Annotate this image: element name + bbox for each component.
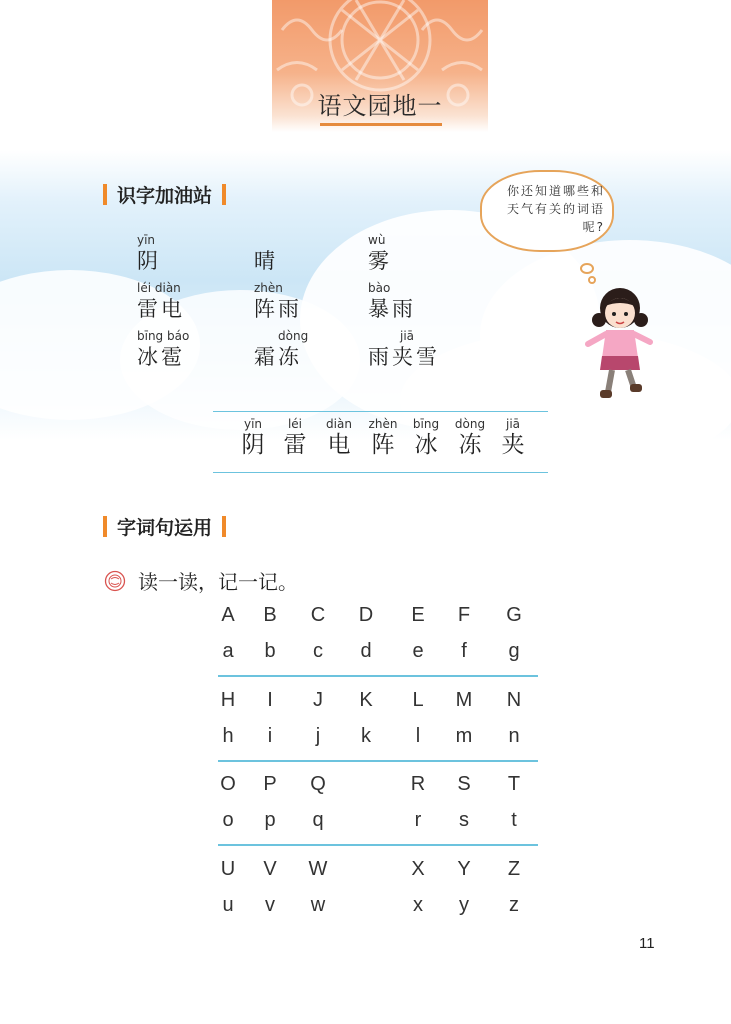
character-cell: zhèn 阵 <box>368 417 398 458</box>
upper-letter: E <box>411 604 425 626</box>
heading-bar-left <box>103 516 107 537</box>
character-cell: bīng 冰 <box>412 417 440 458</box>
lower-letter: o <box>222 809 234 831</box>
upper-letter: Y <box>457 858 471 880</box>
upper-letter: D <box>358 604 374 626</box>
heading-bar-right <box>222 184 226 205</box>
upper-letter: V <box>263 858 277 880</box>
lower-letter: m <box>455 725 473 747</box>
heading-bar-right <box>222 516 226 537</box>
lower-letter-row <box>218 725 538 761</box>
character-cell: yīn 阴 <box>241 417 265 458</box>
character-cell: diàn 电 <box>326 417 352 458</box>
alphabet-table <box>218 600 538 930</box>
upper-letter: I <box>267 689 273 711</box>
lower-letter: y <box>459 894 469 916</box>
lower-letter: r <box>414 809 422 831</box>
upper-letter: P <box>263 773 277 795</box>
word-item: bào 暴雨 <box>368 281 416 321</box>
lower-letter: q <box>312 809 324 831</box>
title-banner <box>272 0 488 132</box>
upper-letter-row <box>218 689 538 725</box>
lower-letter: b <box>264 640 276 662</box>
section-heading-text: 字词句运用 <box>117 517 213 539</box>
upper-letter: L <box>412 689 424 711</box>
lower-letter: v <box>265 894 275 916</box>
upper-letter: A <box>221 604 235 626</box>
upper-letter: W <box>308 858 328 880</box>
character-cell: jiā 夹 <box>501 417 525 458</box>
alphabet-divider <box>218 675 538 677</box>
lower-letter: c <box>313 640 323 662</box>
lower-letter-row <box>218 640 538 676</box>
girl-illustration <box>580 280 660 410</box>
title-underline <box>320 123 442 126</box>
section-heading-usage <box>103 513 226 540</box>
lower-letter: j <box>315 725 321 747</box>
upper-letter: Z <box>507 858 521 880</box>
lower-letter: i <box>267 725 273 747</box>
lower-letter: p <box>264 809 276 831</box>
upper-letter: Q <box>310 773 326 795</box>
lower-letter: g <box>508 640 520 662</box>
character-row <box>213 411 548 473</box>
lower-letter: t <box>511 809 517 831</box>
lower-letter: h <box>222 725 234 747</box>
upper-letter: S <box>457 773 471 795</box>
instruction-text: 读一读，记一记。 <box>138 570 298 594</box>
upper-letter-row <box>218 604 538 640</box>
upper-letter: F <box>457 604 471 626</box>
word-item: bīng báo 冰雹 <box>137 329 190 369</box>
upper-letter-row <box>218 858 538 894</box>
lower-letter-row <box>218 809 538 845</box>
lower-letter: f <box>461 640 467 662</box>
word-item: yīn 阴 <box>137 233 161 273</box>
lower-letter: x <box>413 894 423 916</box>
section-heading-literacy <box>103 181 226 208</box>
lower-letter: w <box>310 894 326 916</box>
speech-bubble-text: 你还知道哪些和天气有关的词语呢? <box>506 184 605 234</box>
upper-letter: J <box>313 689 323 711</box>
upper-letter-row <box>218 773 538 809</box>
upper-letter: N <box>506 689 522 711</box>
upper-letter: U <box>220 858 236 880</box>
read-instruction <box>104 566 298 595</box>
upper-letter: H <box>220 689 236 711</box>
lower-letter: d <box>360 640 372 662</box>
upper-letter: R <box>410 773 426 795</box>
word-item: jiā 雨夹雪 <box>368 329 440 369</box>
lower-letter: l <box>415 725 421 747</box>
page-number: 11 <box>639 935 655 952</box>
upper-letter: G <box>506 604 522 626</box>
lower-letter: s <box>459 809 469 831</box>
lower-letter: n <box>508 725 520 747</box>
reading-icon <box>104 570 126 592</box>
upper-letter: M <box>455 689 473 711</box>
character-cell: léi 雷 <box>283 417 307 458</box>
word-item: 晴 <box>254 249 278 273</box>
section-heading-text: 识字加油站 <box>117 185 213 207</box>
upper-letter: T <box>507 773 521 795</box>
character-cell: dòng 冻 <box>454 417 486 458</box>
upper-letter: O <box>220 773 236 795</box>
lower-letter: e <box>412 640 424 662</box>
bubble-dot <box>580 263 594 274</box>
upper-letter: B <box>263 604 277 626</box>
upper-letter: X <box>411 858 425 880</box>
word-item: wù 雾 <box>368 233 392 273</box>
alphabet-divider <box>218 760 538 762</box>
page-title: 语文园地一 <box>317 92 443 120</box>
lower-letter: k <box>361 725 371 747</box>
lower-letter-row <box>218 894 538 930</box>
word-item: dòng 霜冻 <box>254 329 309 369</box>
lower-letter: u <box>222 894 234 916</box>
word-item: zhèn 阵雨 <box>254 281 302 321</box>
word-item: léi diàn 雷电 <box>137 281 185 321</box>
alphabet-divider <box>218 844 538 846</box>
upper-letter: C <box>310 604 326 626</box>
heading-bar-left <box>103 184 107 205</box>
upper-letter: K <box>359 689 373 711</box>
lower-letter: z <box>509 894 519 916</box>
lower-letter: a <box>222 640 234 662</box>
